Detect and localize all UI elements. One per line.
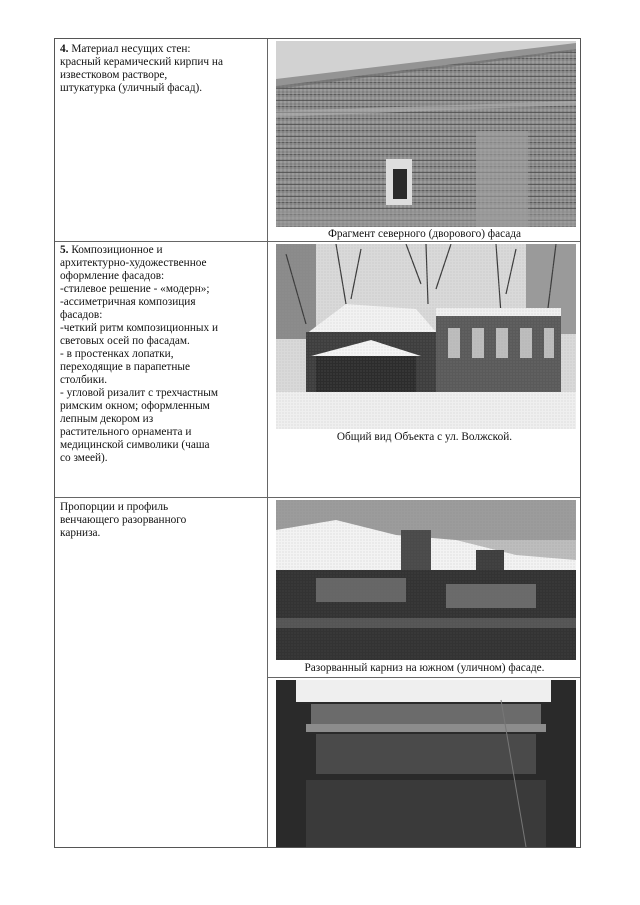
row-1-text bbox=[60, 43, 263, 95]
row-1-line-4: штукатурка (уличный фасад). bbox=[60, 82, 203, 94]
row-divider-1 bbox=[55, 241, 580, 242]
cornice-closeup-photo bbox=[276, 680, 576, 847]
row-2-line-1: 5. Композиционное и bbox=[60, 244, 163, 256]
row-2-line-8: световых осей по фасадам. bbox=[60, 335, 190, 347]
row-2-line-10: переходящие в парапетные bbox=[60, 361, 191, 373]
row-2-line-11: столбики. bbox=[60, 374, 108, 386]
row-1-caption: Фрагмент северного (дворового) фасада bbox=[327, 228, 522, 240]
row-2-line-4: -стилевое решение - «модерн»; bbox=[60, 283, 210, 295]
facade-fragment-photo bbox=[276, 41, 576, 227]
row-2-line-12: - угловой ризалит с трехчастным bbox=[60, 387, 219, 399]
row-3-line-2: венчающего разорванного bbox=[60, 514, 187, 526]
row-1-line-2: красный керамический кирпич на bbox=[60, 56, 223, 68]
document-table bbox=[54, 38, 581, 848]
row-1-line-1: 4. Материал несущих стен: bbox=[60, 43, 191, 55]
row-3-line-1: Пропорции и профиль bbox=[60, 501, 169, 513]
row-2-line-5: -ассиметричная композиция bbox=[60, 296, 196, 308]
row-1-number: 4. bbox=[60, 43, 69, 55]
row-2-line-7: -четкий ритм композиционных и bbox=[60, 322, 219, 334]
row-2-number: 5. bbox=[60, 244, 69, 256]
row-2-line-14: лепным декором из bbox=[60, 413, 154, 425]
row-2-line-2: архитектурно-художественное bbox=[60, 257, 207, 269]
row-divider-2 bbox=[55, 497, 580, 498]
row-3-text bbox=[60, 501, 263, 540]
row-2-line-17: со змеей). bbox=[60, 452, 108, 464]
general-view-photo bbox=[276, 244, 576, 429]
row-2-line-3: оформление фасадов: bbox=[60, 270, 165, 282]
row-2-line-6: фасадов: bbox=[60, 309, 103, 321]
row-2-line-15: растительного орнамента и bbox=[60, 426, 192, 438]
photo-divider bbox=[267, 677, 580, 678]
broken-cornice-photo bbox=[276, 500, 576, 660]
row-3-caption: Разорванный карниз на южном (уличном) фасаде. bbox=[304, 662, 545, 674]
row-2-line-16: медицинской символики (чаша bbox=[60, 439, 210, 451]
row-1-line-3: известковом растворе, bbox=[60, 69, 168, 81]
row-2-line-13: римским окном; оформленным bbox=[60, 400, 210, 412]
row-2-line-9: - в простенках лопатки, bbox=[60, 348, 174, 360]
row-2-text bbox=[60, 244, 263, 465]
row-3-line-3: карниза. bbox=[60, 527, 101, 539]
row-2-caption: Общий вид Объекта с ул. Волжской. bbox=[336, 431, 513, 443]
